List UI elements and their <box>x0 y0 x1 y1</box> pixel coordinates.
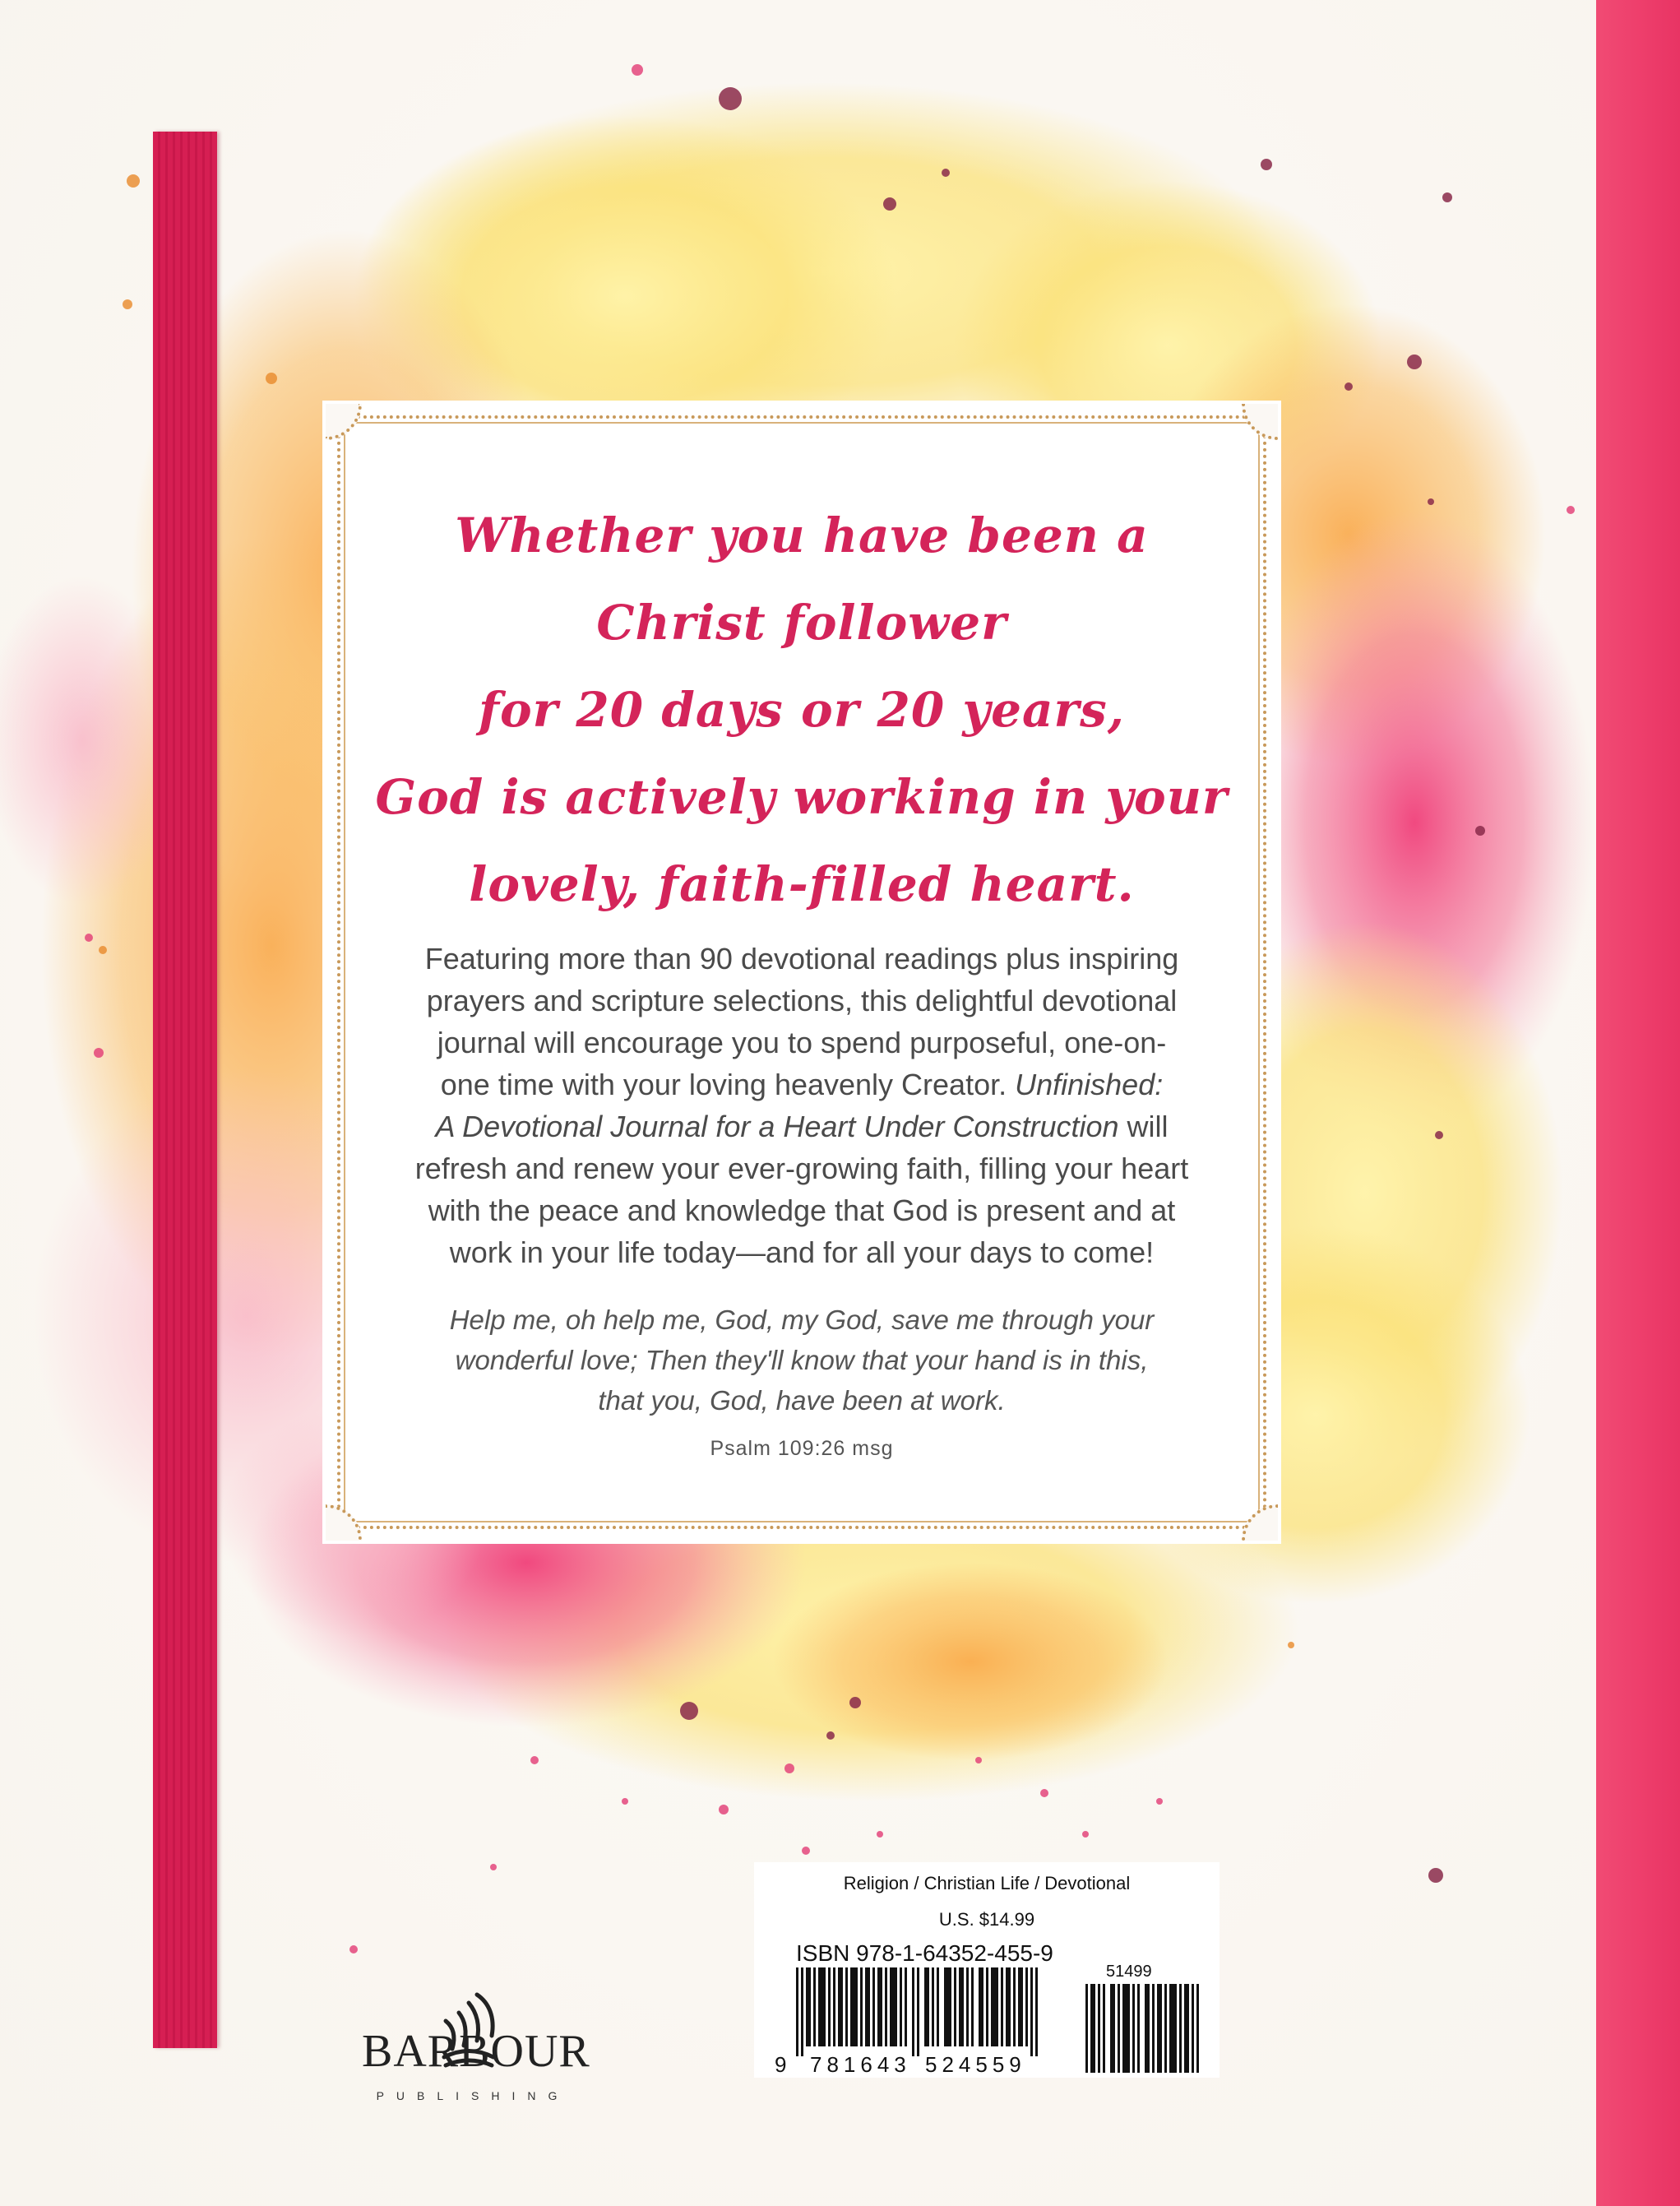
bookmark-ribbon <box>153 132 217 2048</box>
verse-line: that you, God, have been at work. <box>598 1385 1006 1416</box>
scripture-quote <box>362 1300 1242 1420</box>
publisher-name: BARBOUR <box>362 2026 590 2077</box>
barcode-digits-left: 781643 <box>810 2052 911 2077</box>
blurb-line: journal will encourage you to spend purposeful, one-on- <box>437 1026 1167 1059</box>
verse-line: Help me, oh help me, God, my God, save me through your <box>449 1305 1155 1335</box>
blurb-line: refresh and renew your ever-growing faith, filling your heart <box>414 1152 1189 1185</box>
headline-line: Christ follower <box>596 595 1007 651</box>
book-title: Unfinished: <box>1015 1068 1164 1101</box>
blurb-line: Featuring more than 90 devotional readings plus inspiring <box>424 942 1179 976</box>
book-subtitle: A Devotional Journal for a Heart Under Construction <box>435 1110 1119 1143</box>
publisher-subtitle: PUBLISHING <box>376 2089 570 2102</box>
price-barcode <box>1085 1984 1209 2073</box>
blurb-line: one time with your loving heavenly Creator. Unfinished: <box>440 1068 1164 1101</box>
headline-line: lovely, faith-filled heart. <box>469 856 1135 912</box>
book-edge <box>1596 0 1680 2206</box>
barcode-digit-lead: 9 <box>775 2052 787 2077</box>
barcode-digits-right: 524559 <box>925 2052 1026 2077</box>
headline-line: God is actively working in your <box>375 769 1229 825</box>
blurb-line: prayers and scripture selections, this delightful devotional <box>426 984 1178 1017</box>
headline-line: for 20 days or 20 years, <box>479 682 1125 738</box>
blurb-line: A Devotional Journal for a Heart Under Construction will <box>435 1110 1169 1143</box>
description-paragraph <box>362 938 1242 1273</box>
scripture-reference: Psalm 109:26 msg <box>710 1437 894 1460</box>
price-code: 51499 <box>1106 1963 1152 1981</box>
isbn-barcode <box>796 1967 1051 2056</box>
price-label: U.S. $14.99 <box>938 1909 1035 1930</box>
headline-line: Whether you have been a <box>455 507 1149 563</box>
verse-line: wonderful love; Then they'll know that your hand is in this, <box>455 1345 1149 1375</box>
blurb-line: with the peace and knowledge that God is present and at <box>428 1193 1176 1227</box>
isbn-label: ISBN 978-1-64352-455-9 <box>796 1940 1053 1966</box>
blurb-line: work in your life today—and for all your days to come! <box>449 1235 1155 1269</box>
script-headline <box>354 492 1250 928</box>
bisac-category: Religion / Christian Life / Devotional <box>843 1873 1131 1893</box>
